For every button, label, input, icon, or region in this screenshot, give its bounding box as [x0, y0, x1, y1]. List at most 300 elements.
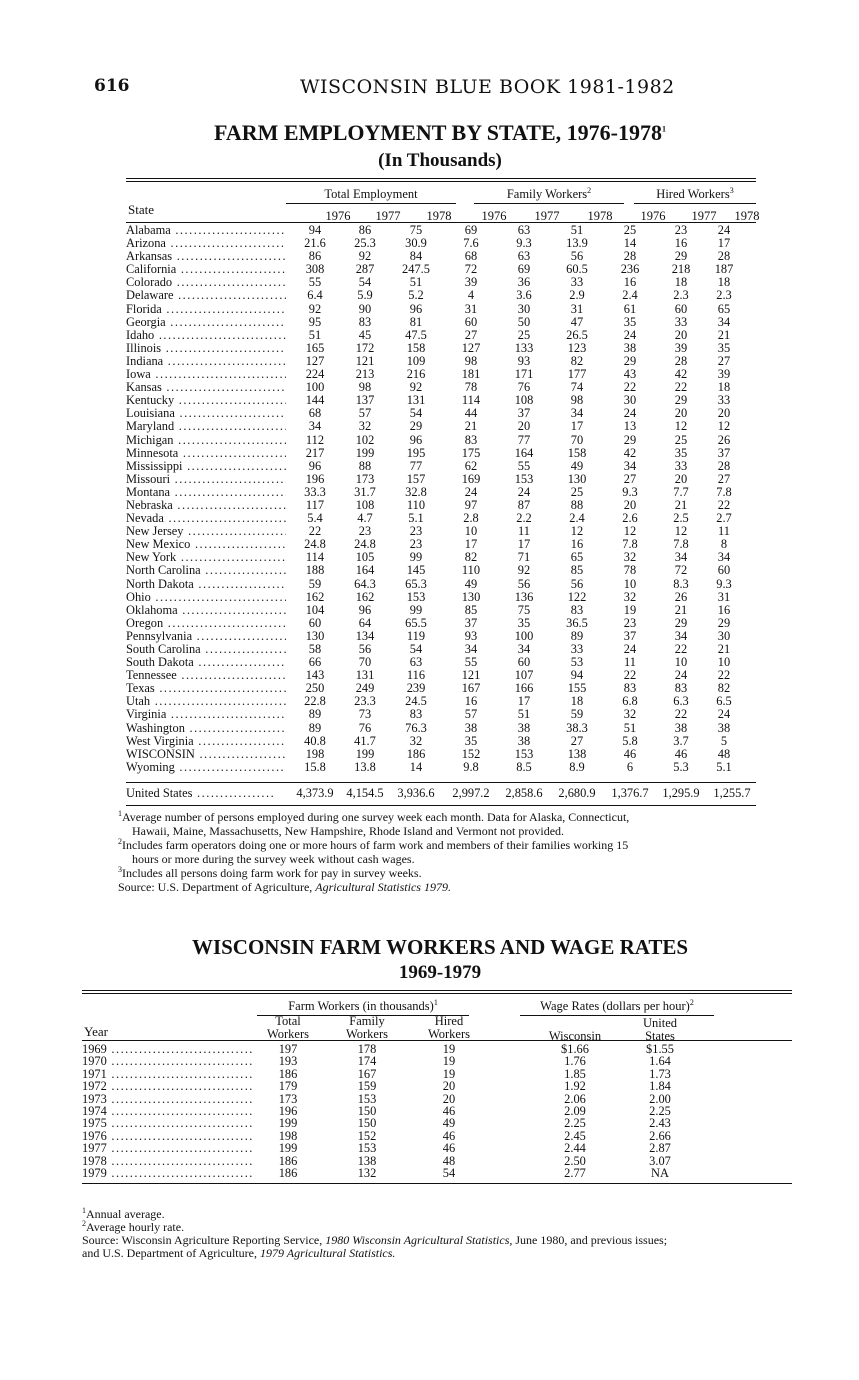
value-cell: 130	[461, 589, 481, 604]
state-name: Georgia .....	[126, 316, 286, 329]
running-head: WISCONSIN BLUE BOOK 1981-1982	[300, 76, 675, 98]
state-name: Nevada .....	[126, 512, 286, 525]
total-value-cell: 4,373.9	[296, 786, 334, 800]
year-label: 1971 .....	[82, 1068, 252, 1080]
value-cell: 45	[358, 327, 372, 342]
year-label: 1972 .....	[82, 1080, 252, 1092]
value-cell: 30.9	[405, 236, 427, 251]
value-cell: 31	[464, 301, 478, 316]
value-cell: 96	[409, 301, 423, 316]
value-cell: 2.6	[622, 511, 638, 526]
value-cell: 5.9	[357, 288, 373, 303]
year-row	[82, 1105, 792, 1117]
value-cell: 38.3	[566, 720, 588, 735]
value-cell: 153	[406, 589, 426, 604]
value-cell: 10	[717, 655, 731, 670]
value-cell: 76	[517, 380, 531, 395]
value-cell: 37	[623, 628, 637, 643]
state-row	[126, 669, 756, 682]
value-cell: 49	[464, 576, 478, 591]
value-cell: 83	[570, 602, 584, 617]
state-row	[126, 342, 756, 355]
footnote-2	[118, 838, 778, 852]
value-cell: 2.2	[516, 511, 532, 526]
table1-footnotes	[118, 810, 778, 894]
value-cell: 20	[442, 1091, 456, 1106]
value-cell: 169	[461, 471, 481, 486]
value-cell: 2.50	[564, 1153, 586, 1168]
value-cell: 12	[674, 524, 688, 539]
state-name: Tennessee .....	[126, 669, 286, 682]
value-cell: 38	[717, 720, 731, 735]
table1-subtitle: (In Thousands)	[378, 150, 502, 171]
value-cell: 7.7	[673, 484, 689, 499]
value-cell: $1.66	[561, 1042, 589, 1056]
value-cell: 24	[517, 484, 531, 499]
united-states-header: United States	[642, 1016, 678, 1043]
value-cell: 2.3	[673, 288, 689, 303]
footnote-text: Annual average.	[86, 1207, 165, 1221]
value-cell: 69	[517, 262, 531, 277]
value-cell: 54	[409, 642, 423, 656]
value-cell: 23	[623, 615, 637, 630]
value-cell: 75	[517, 602, 531, 617]
total-value-cell: 3,936.6	[397, 786, 435, 800]
value-cell: 107	[514, 668, 534, 683]
year-row	[82, 1167, 792, 1179]
state-name: Arkansas .....	[126, 250, 286, 263]
value-cell: 2.8	[463, 511, 479, 526]
value-cell: 51	[409, 275, 423, 290]
value-cell: 5.4	[307, 511, 323, 526]
state-row	[126, 682, 756, 695]
total-value-cell: 2,680.9	[558, 786, 596, 800]
value-cell: 83	[674, 681, 688, 696]
value-cell: 88	[358, 458, 372, 473]
state-row	[126, 368, 756, 381]
state-name: Alabama .....	[126, 224, 286, 237]
state-row	[126, 263, 756, 276]
source-title: 1979 Agricultural Statistics.	[259, 1246, 396, 1260]
state-name: California .....	[126, 263, 286, 276]
state-name: Wyoming .....	[126, 761, 286, 774]
year-header: 1977	[691, 209, 717, 223]
value-cell: 9.3	[716, 576, 732, 591]
wisconsin-farm-workers-table	[82, 990, 792, 1184]
footnote-mark: 1	[118, 809, 122, 818]
value-cell: 239	[406, 681, 426, 696]
value-cell: 29	[674, 393, 688, 408]
value-cell: 35	[623, 314, 637, 329]
value-cell: 69	[464, 223, 478, 237]
value-cell: 89	[308, 720, 322, 735]
value-cell: 34	[464, 642, 478, 656]
year-label: 1979 .....	[82, 1167, 252, 1179]
year-header: 1977	[375, 209, 401, 223]
value-cell: 236	[620, 262, 640, 277]
value-cell: 85	[570, 563, 584, 578]
farm-workers-label: Farm Workers (in thousands)	[288, 999, 434, 1013]
value-cell: 19	[442, 1054, 456, 1069]
value-cell: 6	[626, 759, 634, 774]
value-cell: 7.6	[463, 236, 479, 251]
total-label: United States .....	[126, 783, 276, 803]
value-cell: 136	[514, 589, 534, 604]
value-cell: 159	[357, 1079, 377, 1094]
value-cell: 16	[464, 694, 478, 709]
value-cell: 2.66	[649, 1128, 671, 1143]
value-cell: 24.8	[354, 537, 376, 552]
table2-footnotes	[82, 1208, 802, 1260]
value-cell: 19	[442, 1066, 456, 1081]
value-cell: 29	[717, 615, 731, 630]
table2-bottom-rule	[82, 1183, 792, 1184]
value-cell: 41.7	[354, 733, 376, 748]
value-cell: 37	[464, 615, 478, 630]
value-cell: 29	[623, 353, 637, 368]
value-cell: 127	[305, 353, 325, 368]
value-cell: 21	[674, 602, 688, 617]
value-cell: 55	[517, 458, 531, 473]
state-name: North Carolina .....	[126, 564, 286, 577]
value-cell: 12	[717, 419, 731, 434]
value-cell: 51	[308, 327, 322, 342]
value-cell: 162	[305, 589, 325, 604]
value-cell: 56	[570, 576, 584, 591]
state-row	[126, 486, 756, 499]
value-cell: 150	[357, 1103, 377, 1118]
wages-footnote-mark: 2	[689, 997, 694, 1007]
value-cell: $1.55	[646, 1042, 674, 1056]
state-column-header: State	[128, 202, 154, 217]
workers-footnote-mark: 1	[433, 997, 438, 1007]
source-title: Agricultural Statistics 1979.	[315, 880, 451, 894]
value-cell: 8.9	[569, 759, 585, 774]
value-cell: 16	[717, 602, 731, 617]
value-cell: 99	[409, 550, 423, 565]
value-cell: 117	[305, 497, 325, 512]
value-cell: 6.8	[622, 694, 638, 709]
value-cell: 17	[717, 236, 731, 251]
value-cell: 145	[406, 563, 426, 578]
family-workers-header: Family Workers	[345, 1014, 389, 1041]
state-name: North Dakota .....	[126, 578, 286, 591]
value-cell: 131	[355, 668, 375, 683]
value-cell: 109	[406, 353, 426, 368]
value-cell: 24	[623, 327, 637, 342]
value-cell: 43	[623, 367, 637, 382]
value-cell: 48	[442, 1153, 456, 1168]
hired-workers-group	[634, 187, 756, 204]
value-cell: 28	[623, 249, 637, 264]
state-name: West Virginia .....	[126, 735, 286, 748]
value-cell: 26	[674, 589, 688, 604]
value-cell: 22	[674, 380, 688, 395]
state-row	[126, 237, 756, 250]
state-name: Oklahoma .....	[126, 604, 286, 617]
value-cell: 25	[674, 432, 688, 447]
value-cell: 24	[717, 223, 731, 237]
state-name: Oregon .....	[126, 617, 286, 630]
value-cell: 93	[464, 628, 478, 643]
value-cell: 153	[357, 1141, 377, 1156]
state-row	[126, 473, 756, 486]
state-row	[126, 761, 756, 774]
value-cell: 83	[409, 707, 423, 722]
value-cell: 102	[355, 432, 375, 447]
value-cell: 196	[278, 1103, 298, 1118]
table2-body	[82, 1043, 792, 1179]
value-cell: 19	[442, 1042, 456, 1056]
value-cell: 39	[674, 340, 688, 355]
value-cell: 22	[674, 642, 688, 656]
value-cell: 25	[570, 484, 584, 499]
value-cell: 2.43	[649, 1116, 671, 1131]
value-cell: 119	[406, 628, 426, 643]
value-cell: 2.5	[673, 511, 689, 526]
value-cell: 249	[355, 681, 375, 696]
year-label: 1978 .....	[82, 1155, 252, 1167]
table1-title	[120, 120, 760, 146]
year-header: 1978	[587, 209, 613, 223]
state-row	[126, 303, 756, 316]
value-cell: 20	[442, 1079, 456, 1094]
value-cell: 60	[464, 314, 478, 329]
state-row	[126, 643, 756, 656]
value-cell: 47.5	[405, 327, 427, 342]
state-name: South Carolina .....	[126, 643, 286, 656]
value-cell: 89	[570, 628, 584, 643]
total-workers-header: Total Workers	[266, 1014, 310, 1041]
value-cell: 5.1	[408, 511, 424, 526]
total-employment-group: Total Employment	[286, 187, 456, 204]
value-cell: 20	[517, 419, 531, 434]
footnote-mark: 1	[82, 1206, 86, 1215]
value-cell: 33	[717, 393, 731, 408]
value-cell: 94	[308, 223, 322, 237]
value-cell: 104	[305, 602, 325, 617]
value-cell: 173	[355, 471, 375, 486]
value-cell: 54	[442, 1165, 456, 1180]
state-row	[126, 499, 756, 512]
state-row	[126, 564, 756, 577]
value-cell: 174	[357, 1054, 377, 1069]
value-cell: 93	[517, 353, 531, 368]
value-cell: 5	[720, 733, 728, 748]
value-cell: 134	[355, 628, 375, 643]
value-cell: 186	[406, 746, 426, 761]
value-cell: 81	[409, 314, 423, 329]
value-cell: 42	[623, 445, 637, 460]
value-cell: 21	[674, 497, 688, 512]
value-cell: 108	[514, 393, 534, 408]
value-cell: 30	[623, 393, 637, 408]
value-cell: 38	[623, 340, 637, 355]
value-cell: 30	[717, 628, 731, 643]
value-cell: 22	[308, 524, 322, 539]
value-cell: 5.8	[622, 733, 638, 748]
value-cell: 193	[278, 1054, 298, 1069]
value-cell: 22.8	[304, 694, 326, 709]
value-cell: 16	[570, 537, 584, 552]
value-cell: 35	[717, 340, 731, 355]
year-label: 1970 .....	[82, 1055, 252, 1067]
value-cell: 35	[464, 733, 478, 748]
value-cell: 198	[305, 746, 325, 761]
year-label: 1974 .....	[82, 1105, 252, 1117]
total-value-cell: 1,376.7	[611, 786, 649, 800]
state-row	[126, 460, 756, 473]
value-cell: 9.8	[463, 759, 479, 774]
value-cell: 224	[305, 367, 325, 382]
value-cell: 26.5	[566, 327, 588, 342]
value-cell: 152	[357, 1128, 377, 1143]
value-cell: 63	[409, 655, 423, 670]
value-cell: 92	[358, 249, 372, 264]
value-cell: 63	[517, 249, 531, 264]
value-cell: 34	[623, 458, 637, 473]
value-cell: 1.76	[564, 1054, 586, 1069]
state-name: Pennsylvania .....	[126, 630, 286, 643]
state-row	[126, 407, 756, 420]
value-cell: 2.3	[716, 288, 732, 303]
value-cell: 2.44	[564, 1141, 586, 1156]
value-cell: 55	[308, 275, 322, 290]
state-row	[126, 578, 756, 591]
value-cell: 158	[567, 445, 587, 460]
year-row	[82, 1155, 792, 1167]
value-cell: 98	[358, 380, 372, 395]
value-cell: 50	[517, 314, 531, 329]
value-cell: 12	[674, 419, 688, 434]
value-cell: 17	[517, 694, 531, 709]
value-cell: 78	[464, 380, 478, 395]
value-cell: 164	[514, 445, 534, 460]
value-cell: 32	[409, 733, 423, 748]
year-label: 1973 .....	[82, 1093, 252, 1105]
value-cell: 78	[623, 563, 637, 578]
value-cell: 60	[517, 655, 531, 670]
page-number: 616	[94, 76, 130, 96]
year-header: 1977	[534, 209, 560, 223]
value-cell: 83	[464, 432, 478, 447]
value-cell: 1.92	[564, 1079, 586, 1094]
state-name: Kansas .....	[126, 381, 286, 394]
value-cell: 16	[674, 236, 688, 251]
value-cell: 82	[717, 681, 731, 696]
state-row	[126, 316, 756, 329]
value-cell: 96	[308, 458, 322, 473]
value-cell: 138	[357, 1153, 377, 1168]
year-header: 1976	[481, 209, 507, 223]
value-cell: 51	[517, 707, 531, 722]
value-cell: 8	[720, 537, 728, 552]
footnote-mark: 3	[118, 865, 122, 874]
value-cell: 65	[717, 301, 731, 316]
value-cell: 53	[570, 655, 584, 670]
state-row	[126, 630, 756, 643]
value-cell: 28	[674, 353, 688, 368]
value-cell: 195	[406, 445, 426, 460]
value-cell: 6.4	[307, 288, 323, 303]
total-value-cell: 4,154.5	[346, 786, 384, 800]
value-cell: 32	[623, 707, 637, 722]
value-cell: 32.8	[405, 484, 427, 499]
year-row	[82, 1142, 792, 1154]
state-name: Louisiana .....	[126, 407, 286, 420]
value-cell: 70	[570, 432, 584, 447]
value-cell: 61	[623, 301, 637, 316]
value-cell: 42	[674, 367, 688, 382]
value-cell: 10	[464, 524, 478, 539]
state-name: New Jersey .....	[126, 525, 286, 538]
value-cell: 25	[623, 223, 637, 237]
value-cell: 49	[570, 458, 584, 473]
value-cell: 105	[355, 550, 375, 565]
state-name: Iowa .....	[126, 368, 286, 381]
value-cell: 167	[461, 681, 481, 696]
state-name: WISCONSIN .....	[126, 748, 286, 761]
value-cell: 46	[623, 746, 637, 761]
value-cell: 144	[305, 393, 325, 408]
state-row	[126, 748, 756, 761]
state-row	[126, 538, 756, 551]
family-workers-group	[474, 187, 624, 204]
year-row	[82, 1130, 792, 1142]
value-cell: 30	[517, 301, 531, 316]
table1-title-text: FARM EMPLOYMENT BY STATE, 1976-1978	[214, 120, 662, 145]
value-cell: 2.4	[569, 511, 585, 526]
value-cell: 64.3	[354, 576, 376, 591]
value-cell: 177	[567, 367, 587, 382]
value-cell: 92	[409, 380, 423, 395]
value-cell: 32	[623, 589, 637, 604]
value-cell: 130	[305, 628, 325, 643]
value-cell: 110	[461, 563, 481, 578]
value-cell: 75	[409, 223, 423, 237]
value-cell: 49	[442, 1116, 456, 1131]
value-cell: 34	[674, 550, 688, 565]
year-label: 1976 .....	[82, 1130, 252, 1142]
footnote-text: Includes farm operators doing one or more hours of farm work and members of their families working 15	[122, 838, 629, 852]
value-cell: 46	[442, 1141, 456, 1156]
value-cell: 37	[717, 445, 731, 460]
year-label: 1977 .....	[82, 1142, 252, 1154]
value-cell: 1.85	[564, 1066, 586, 1081]
value-cell: 173	[278, 1091, 298, 1106]
value-cell: 44	[464, 406, 478, 421]
value-cell: 87	[517, 497, 531, 512]
state-row	[126, 224, 756, 237]
value-cell: 22	[623, 668, 637, 683]
value-cell: 21.6	[304, 236, 326, 251]
value-cell: 56	[358, 642, 372, 656]
value-cell: 65	[570, 550, 584, 565]
value-cell: 27	[464, 327, 478, 342]
value-cell: 34	[517, 642, 531, 656]
value-cell: 90	[358, 301, 372, 316]
value-cell: 74	[570, 380, 584, 395]
value-cell: 27	[570, 733, 584, 748]
value-cell: 48	[717, 746, 731, 761]
value-cell: 58	[308, 642, 322, 656]
value-cell: 97	[464, 497, 478, 512]
value-cell: 100	[514, 628, 534, 643]
value-cell: 40.8	[304, 733, 326, 748]
value-cell: 186	[278, 1165, 298, 1180]
state-row	[126, 394, 756, 407]
value-cell: 15.8	[304, 759, 326, 774]
